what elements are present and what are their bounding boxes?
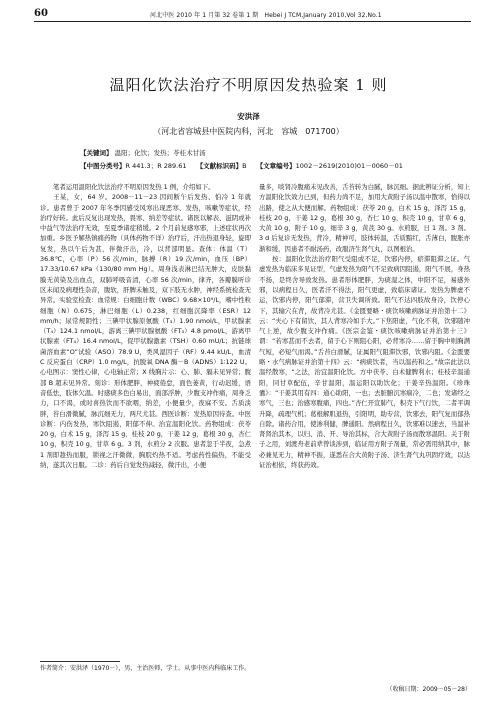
doc-code-label: 【文献标识码】 <box>196 162 243 170</box>
keywords-label: 【关键词】 <box>80 149 113 157</box>
author-name: 安洪泽 <box>237 112 260 121</box>
right-column <box>259 182 470 682</box>
doc-code-value: B <box>242 162 247 170</box>
article-no-label: 【文章编号】 <box>256 162 296 170</box>
page-number: 60 <box>34 8 48 19</box>
clc-label: 【中图分类号】 <box>80 162 126 170</box>
body-paragraph: 量多，啖肾冷腹痛未见改善，舌苔转为白腻，脉沉细。据此辨证分析，知上方温阳化饮效力已到，但药力尚不足，加用大黄附子汤以温中散寒，恰得以出路，使之从大便而解。药物组成：茯苓 20 g，白术 15 g，泽泻 15 g，桂枝 20 g，干姜 12 g，葛根 30 g，杏仁 10 g，积壳 10 g，甘草 6 g，大黄 10 g，附子 10 g，细辛 3 g，黄芪 30 g。水煎服，日 1 剂。3 剂。3 d 后复诊无发热，背冷，精神可，肢体转温，舌质黯红，舌薄白，腹胀亦渐和缓，因患者不耐汤药，改服济生肾气丸，以图根治。 <box>259 183 470 253</box>
header-rule <box>34 21 471 22</box>
received-date: （收稿日期：2009－05－28） <box>386 686 471 693</box>
body-paragraph: 按：温阳化饮法治疗阳气受阻或不足，饮邪内停，瘀滞阻滞之证。气虚发热为临床多见证型，气虚发热为阳气不足致病因阻遏，阳气不展，身热不扬，是终舍导致发热。患者形体肥胖，为痰湿之体，中阳不足，易感外邪，以病程日久，医者汗不得法，阳气更虚，致临床诸证。发热为脾虚不运，饮邪内停，阳气郁滞，营卫失调所致。阳气不达四肢故身冷，饮停心下，其输穴在背，故背冷尤甚。《金匮要略・痰饮咳嗽病脉证并治第十二》云：“夫心下有留饮，其人背寒冷如手大。”下焦阳虚，气化不利，饮邪随冲气上逆，故少腹支冲作痛。《医宗金鉴・痰饮咳嗽病脉证并治第十三》谓：“若寒甚而不去者，留于心下则阻心阳，必背寒冷……留于胸中则胸满气短，必短气而渴。”舌苔白滑腻，证属阳气阻滞饮邪，饮邪内阻。《金匮要略・水气病脉证并治第十四》云：“病痰饮者，当以温药和之。”故宗此法以温经散寒，“之法，治宜温阳化饮。方中茯苓、白术健脾利水；桂枝辛温通阳，同甘草配伍，辛甘温阳，温运阳以助饮化；干姜辛热温阳。《珍珠囊》：“干姜其用有四：通心助阳，一也；去脏腑沉寒痼冷，二也；发诸经之寒气，三也；治感寒腹痛，四也。”杏仁开宣肺气，积壳下气行饮，二者平调升降，疏理气机；葛根解肌退热，引阳明，助专营，饮邪去，阳气复而郁热自除。诸药合用，使渗利健，脾通阳。然病程日久，饮邪难以速去，当温补肾肾治其本，以归、消、开、导治其标，合大黄附子汤而散寒温阳。关于附子之用，刘渡舟老前辈曾谈涉到，临证用方附子剂量，常必需用纳其中，脉必兼见无力，精神不振，遂悉在合大黄附子汤、济生肾气丸巩固疗效，以达证治相依，终获药效。 <box>259 255 470 470</box>
author-footnote: 作者简介：安洪泽（1970－），男，主治医师，学士。从事中医内科临床工作。 <box>40 665 251 672</box>
body-paragraph: 笔者运用温阳化饮法治疗不明原因发热 1 例，介绍如下。 <box>53 183 215 191</box>
article-no-value: 1002－2619(2010)01－0060－01 <box>295 162 403 170</box>
journal-running-header: 河北中医 2010 年 1 月第 32 卷第 1 期 Hebei J TCM,January 2010,Vol 32,No.1 <box>150 12 382 19</box>
clc-value: R 441.3；R 289.61 <box>125 162 187 170</box>
article-title: 温阳化饮法治疗不明原因发热验案 1 则 <box>109 76 388 94</box>
author-affiliation: （河北省容城县中医院内科，河北 容城 071700） <box>153 127 344 136</box>
keywords-text: 温阳；化饮；发热；苓桂术甘汤 <box>114 149 206 157</box>
keywords-line <box>80 148 206 157</box>
body-paragraph: 王某，女，64 岁。2008－11－23 因间断午后发热、怕冷 1 年就诊。患者曾于 2007 年冬季因感受风寒出现恶寒、发热，咳嗽等症状，经治疗好转。此后反复出现发热，畏寒、纳差等症状。诸医以解表、滋阴或补中益气等法治疗无效，至夏季诸症稍缓。2 个月前复感寒邪，上述症状再次加重。乡医予解热镇痛药物（具体药物不详）治疗后，汗出热退身轻，旋即复发，热以午后为甚，伴微汗出，冷，以背部明显。查体：体温（T）36.8℃，心率（P）56 次/min，脉搏（R）19 次/min，血压（BP）17.33/10.67 kPa（130/80 mm Hg）。周身浅表淋巴结无肿大，皮肤黏膜无黄染及出血点，双肺呼吸音清，心率 56 次/min，律齐，各瓣膜听诊区未闻及病理性杂音，腹软，肝脾未触及，双下肢无水肿，神经系统检查无异常。实验室检查：血常规：白细胞计数（WBC）9.68×10⁹/L，嗜中性粒细胞（N）0.675，淋巴细胞（L）0.238，红细胞沉降率（ESR）12 mm/h；尿常规阴性；三碘甲状腺原氨酸（T₃）1.90 nmol/L，甲状腺素（T₄）124.1 nmol/L，游离三碘甲状腺氨酸（FT₃）4.8 pmol/L，游离甲状腺素（FT₄）16.4 nmol/L，促甲状腺激素（TSH）0.60 mU/L；抗链球菌溶血素“O”试验（ASO）78.9 U，类风湿因子（RF）9.44 kU/L，血清 C 反应蛋白（CRP）1.0 mg/L，抗脱氧 DNA 酶－B（ADNS）1∶122 U。心电图示：窦性心律，心电轴正常；X 线胸片示：心、肺、膈未见异常；腹部 B 超未见异常。刻诊：形体肥胖，神疲倦怠，面色萎黄，行动迟缓，语音低怯，肢体欠温。时感痰多色白易出，面部浮肿，少腹支冲作痛，周身乏力，口不渴，或时喜热饮而不欲咽，纳差，小便量少，夜寐不安。舌质淡胖，苔白滑微腻，脉沉细无力，两尺尤甚。西医诊断：发热原因待查。中医诊断：内伤发热，寒饮阻遏，阳郁不伸。治宜温阳化饮。药物组成：茯苓 20 g，白术 15 g，泽泻 15 g，桂枝 20 g，干姜 12 g，葛根 30 g，杏仁 10 g，积壳 10 g，甘草 6 g。3 剂，水煎分 2 次服。患者忽于半夜，急煮 1 剂即趁热而服，锁视之汗微微，胸脘灼热不适。考虑药性偏热，不能受纳，遂其次日服。二诊：药后自觉发热减轻，微汗出，小便 <box>40 193 251 470</box>
left-column <box>40 182 251 652</box>
classification-line <box>80 161 411 170</box>
footnote-rule <box>40 661 120 662</box>
